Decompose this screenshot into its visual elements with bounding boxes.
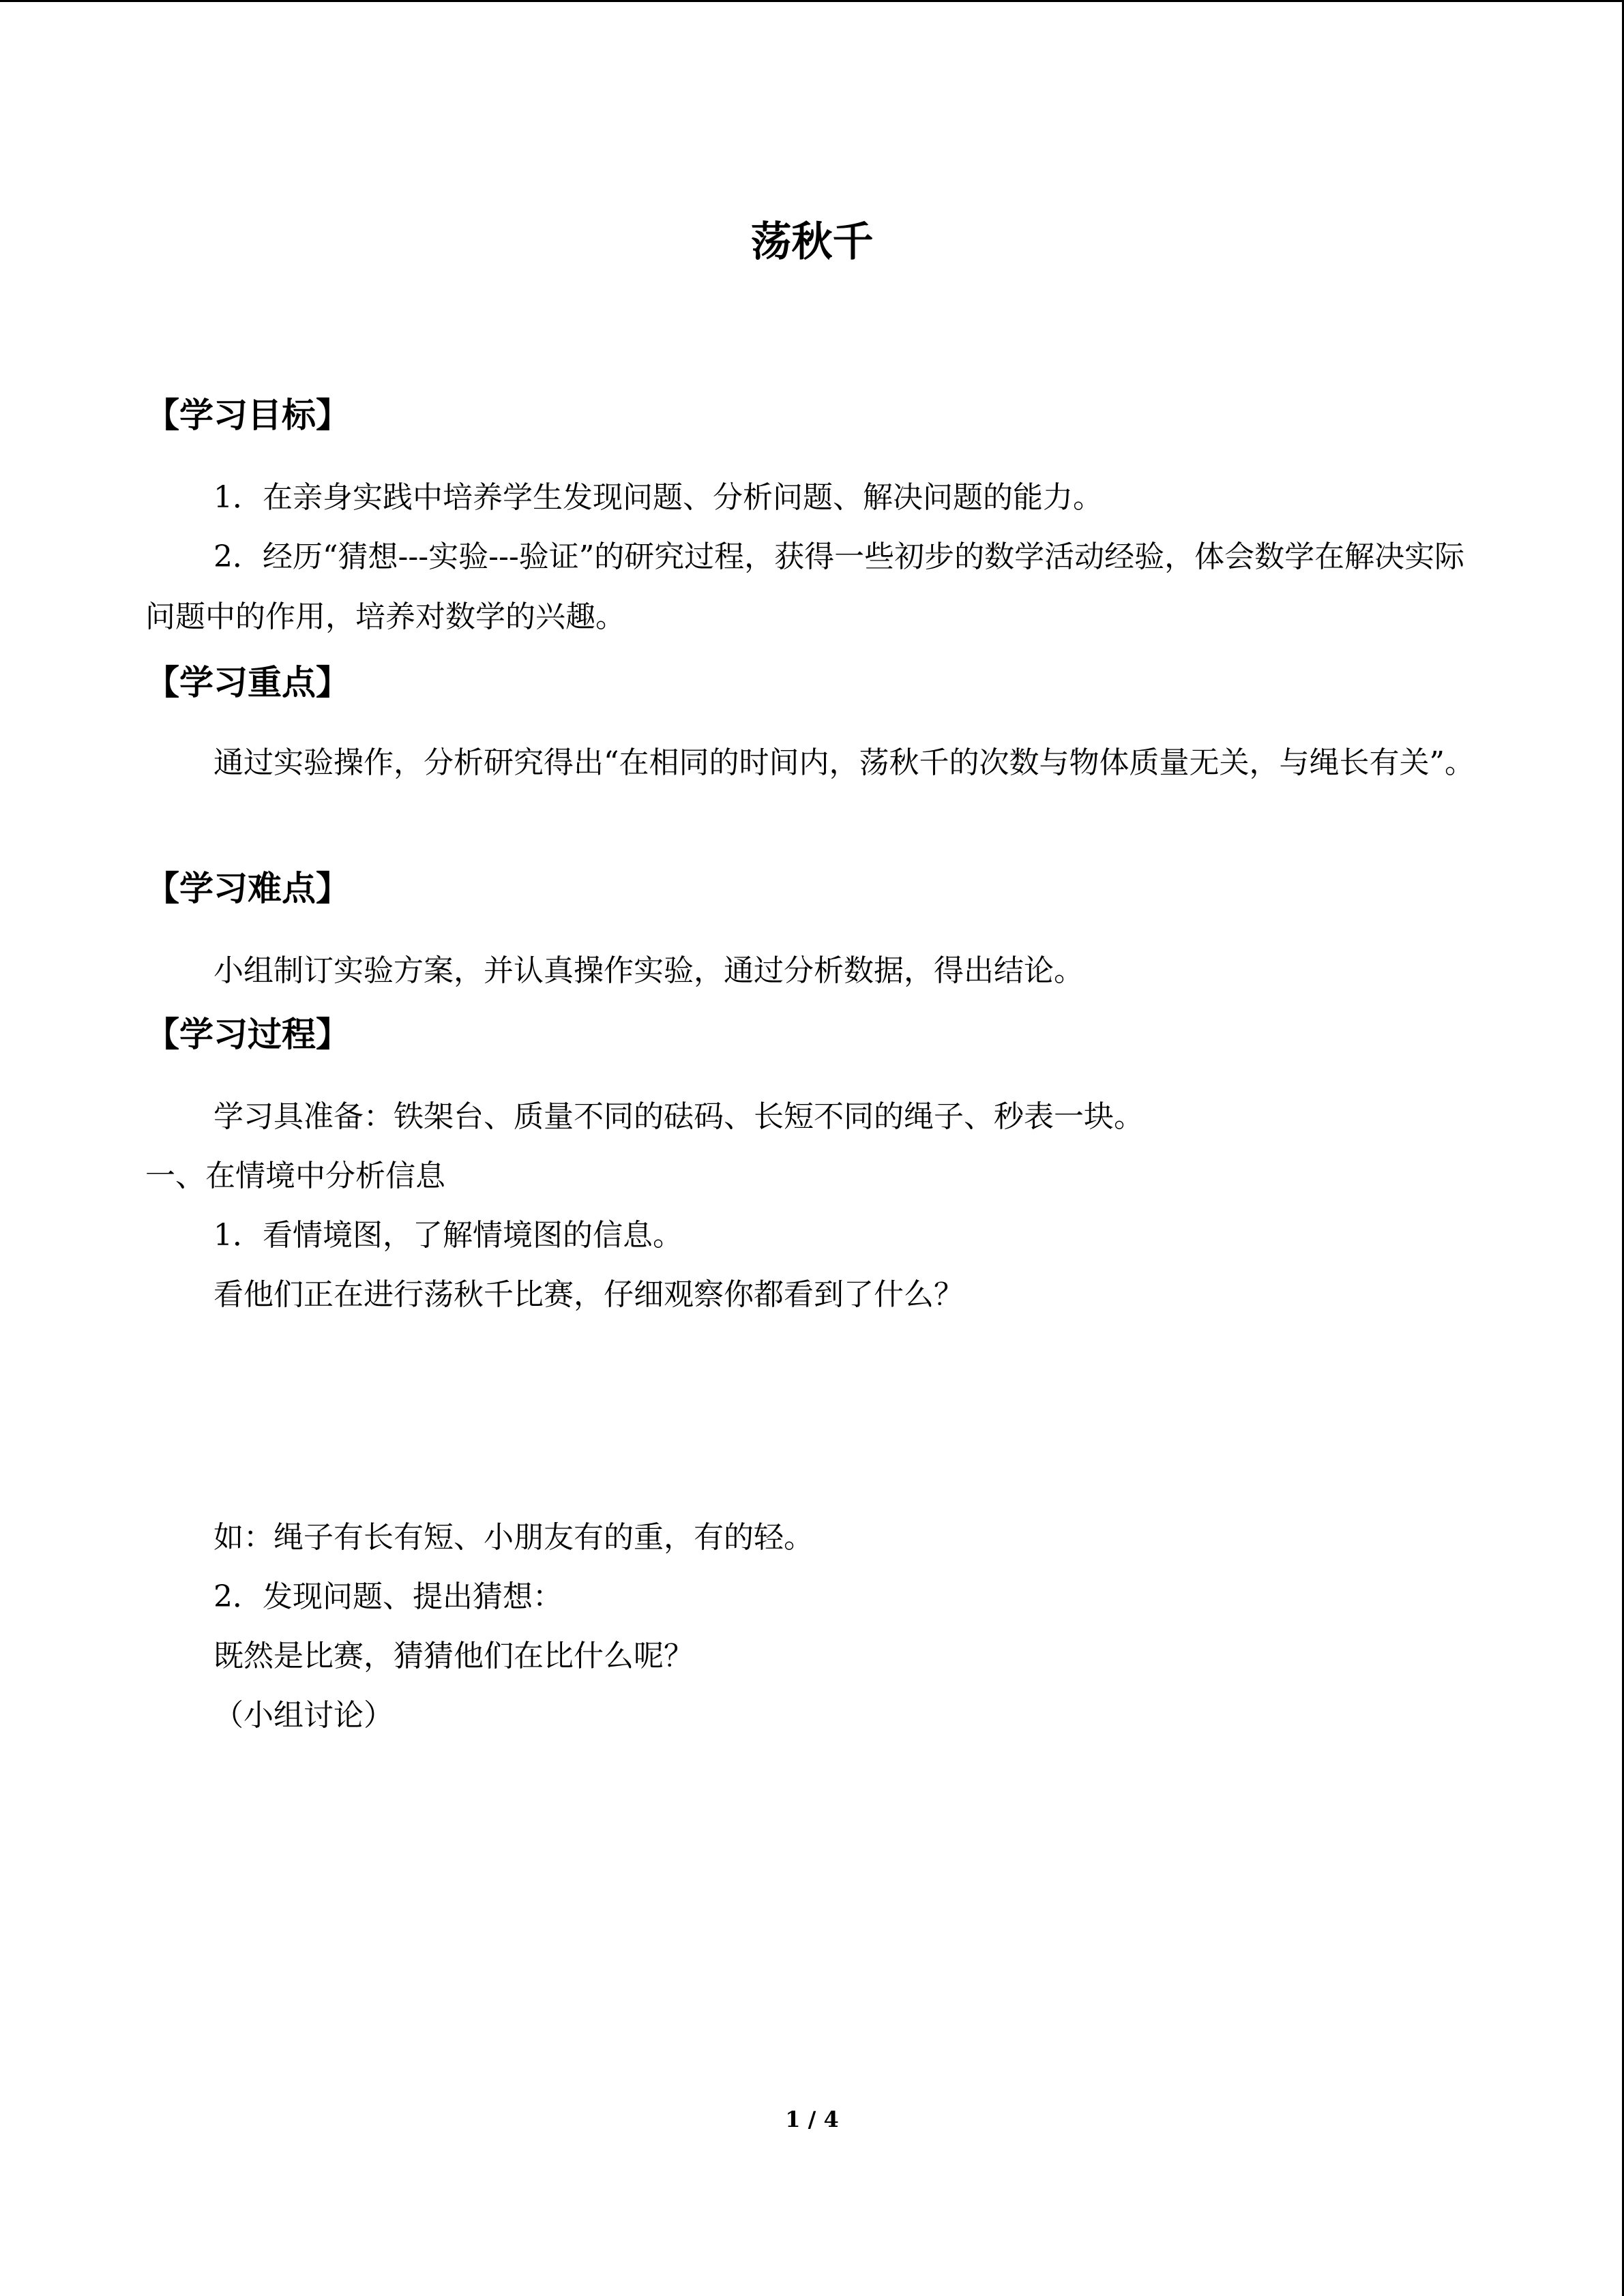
step1-text: 1．看情境图，了解情境图的信息。 xyxy=(213,1218,683,1253)
part1-title: 一、在情境中分析信息 xyxy=(145,1159,445,1193)
key-points-text: 通过实验操作，分析研究得出“在相同的时间内，荡秋千的次数与物体质量无关，与绳长有关”。 xyxy=(213,745,1475,780)
step1-question: 看他们正在进行荡秋千比赛，仔细观察你都看到了什么？ xyxy=(213,1277,964,1312)
heading-learning-objectives: 【学习目标】 xyxy=(145,395,350,435)
page-number: 1 / 4 xyxy=(785,2106,839,2132)
objective-item-2: 2．经历“猜想---实验---验证”的研究过程，获得一些初步的数学活动经验，体会数学在解决实际问题中的作用，培养对数学的兴趣。 xyxy=(145,539,1465,634)
step2-note: （小组讨论） xyxy=(213,1698,394,1733)
step1-example: 如：绳子有长有短、小朋友有的重，有的轻。 xyxy=(213,1520,814,1555)
heading-key-points: 【学习重点】 xyxy=(145,662,350,702)
heading-difficulties: 【学习难点】 xyxy=(145,868,350,908)
heading-learning-process: 【学习过程】 xyxy=(145,1014,350,1054)
step2-question: 既然是比赛，猜猜他们在比什么呢？ xyxy=(213,1639,694,1673)
objective-item-1: 1．在亲身实践中培养学生发现问题、分析问题、解决问题的能力。 xyxy=(213,480,1103,515)
step2-text: 2．发现问题、提出猜想： xyxy=(213,1579,563,1614)
document-title: 荡秋千 xyxy=(750,218,874,266)
difficulties-text: 小组制订实验方案，并认真操作实验，通过分析数据，得出结论。 xyxy=(213,953,1084,988)
tools-preparation: 学习具准备：铁架台、质量不同的砝码、长短不同的绳子、秒表一块。 xyxy=(213,1099,1144,1134)
